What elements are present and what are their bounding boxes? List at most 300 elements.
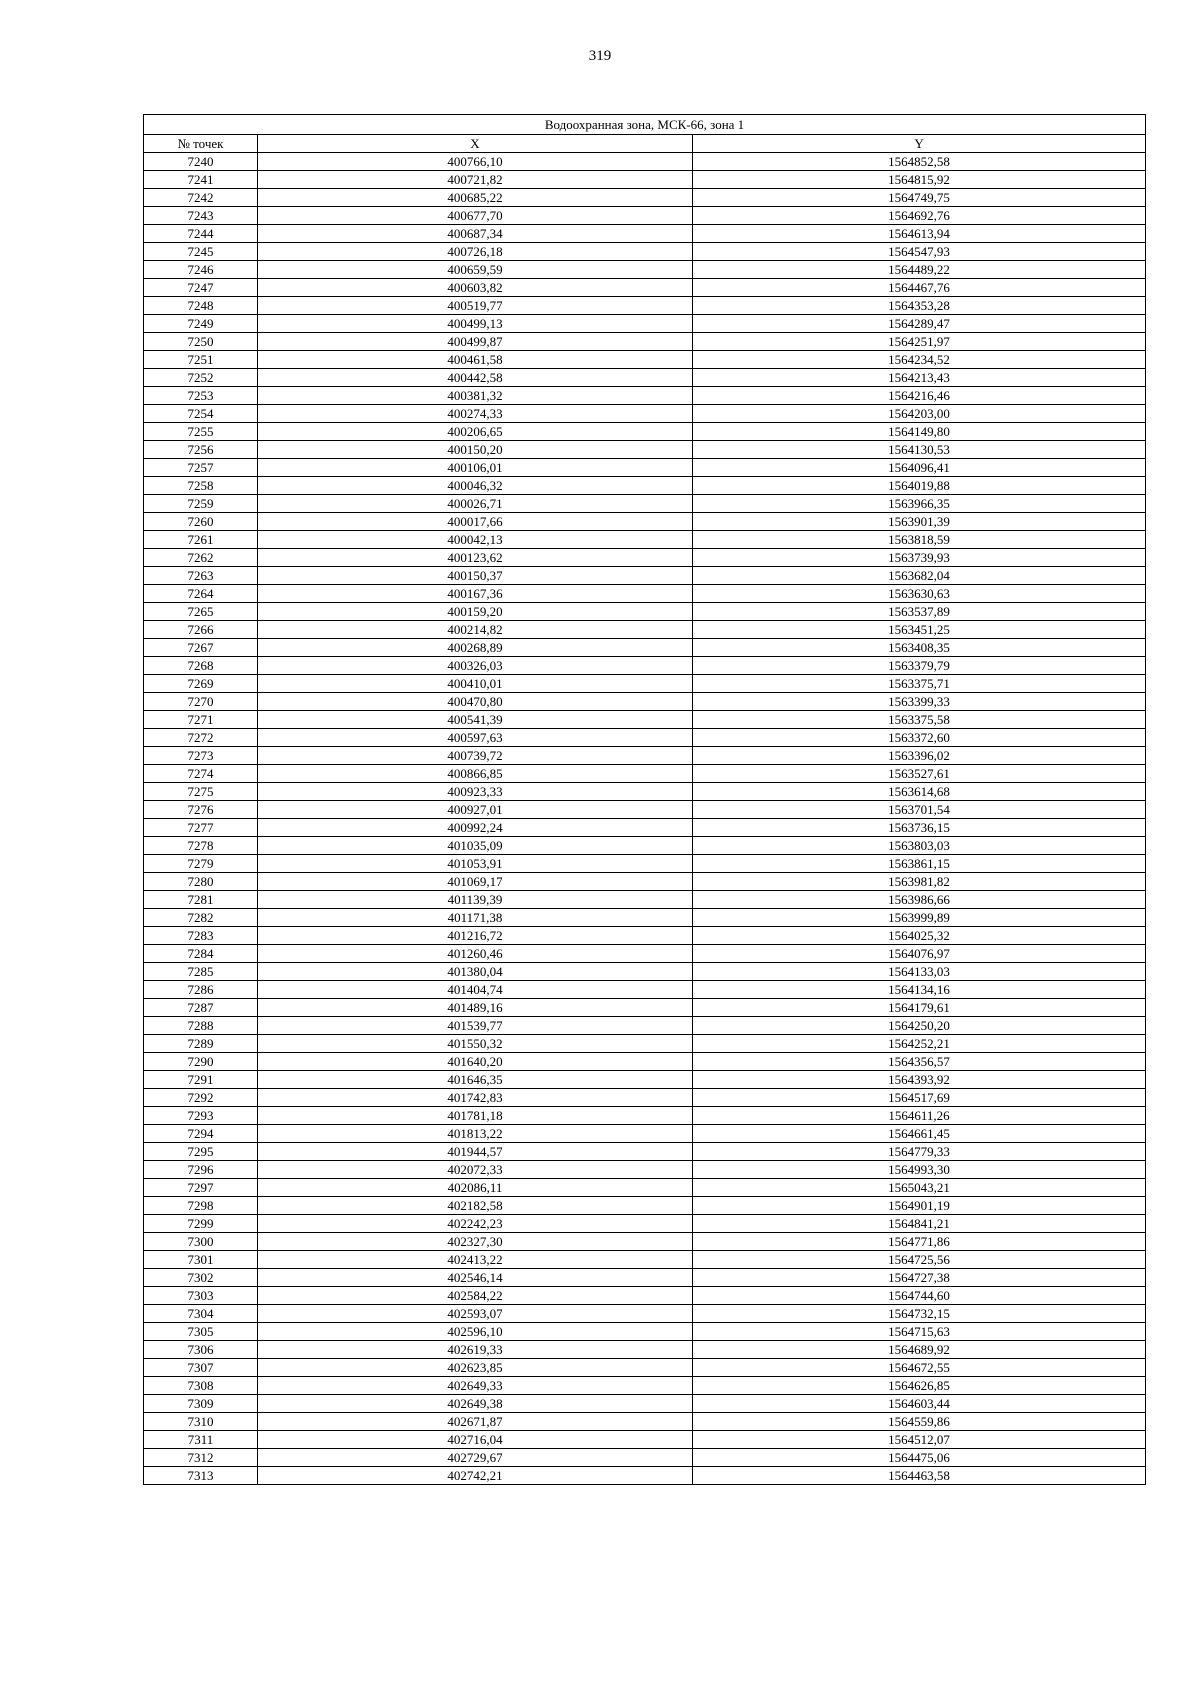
- table-row: [144, 1161, 1146, 1179]
- cell-y: 1564852,58: [693, 153, 1146, 171]
- table-row: [144, 909, 1146, 927]
- cell-y: 1563986,66: [693, 891, 1146, 909]
- table-row: [144, 639, 1146, 657]
- cell-y: 1563537,89: [693, 603, 1146, 621]
- table-row: [144, 1305, 1146, 1323]
- cell-x: 400150,20: [258, 441, 693, 459]
- cell-y: 1564626,85: [693, 1377, 1146, 1395]
- cell-point-number: 7277: [144, 819, 258, 837]
- table-row: [144, 711, 1146, 729]
- cell-y: 1563396,02: [693, 747, 1146, 765]
- cell-point-number: 7262: [144, 549, 258, 567]
- cell-y: 1564611,26: [693, 1107, 1146, 1125]
- cell-x: 400461,58: [258, 351, 693, 369]
- cell-x: 400927,01: [258, 801, 693, 819]
- table-row: [144, 1467, 1146, 1485]
- cell-x: 400167,36: [258, 585, 693, 603]
- table-row: [144, 999, 1146, 1017]
- table-row: [144, 945, 1146, 963]
- cell-x: 401380,04: [258, 963, 693, 981]
- cell-point-number: 7306: [144, 1341, 258, 1359]
- table-row: [144, 1053, 1146, 1071]
- table-row: [144, 1107, 1146, 1125]
- cell-point-number: 7267: [144, 639, 258, 657]
- cell-x: 400410,01: [258, 675, 693, 693]
- table-row: [144, 369, 1146, 387]
- cell-y: 1564603,44: [693, 1395, 1146, 1413]
- cell-y: 1563630,63: [693, 585, 1146, 603]
- table-row: [144, 1197, 1146, 1215]
- cell-x: 400677,70: [258, 207, 693, 225]
- table-row: [144, 1143, 1146, 1161]
- cell-y: 1564725,56: [693, 1251, 1146, 1269]
- table-row: [144, 1269, 1146, 1287]
- cell-point-number: 7263: [144, 567, 258, 585]
- table-row: [144, 1395, 1146, 1413]
- cell-y: 1563375,71: [693, 675, 1146, 693]
- cell-x: 402584,22: [258, 1287, 693, 1305]
- cell-point-number: 7299: [144, 1215, 258, 1233]
- cell-y: 1564353,28: [693, 297, 1146, 315]
- table-body: [144, 153, 1146, 1485]
- table-row: [144, 1449, 1146, 1467]
- cell-y: 1564727,38: [693, 1269, 1146, 1287]
- cell-point-number: 7283: [144, 927, 258, 945]
- cell-x: 400766,10: [258, 153, 693, 171]
- cell-x: 400992,24: [258, 819, 693, 837]
- cell-y: 1563966,35: [693, 495, 1146, 513]
- cell-y: 1564841,21: [693, 1215, 1146, 1233]
- table-row: [144, 351, 1146, 369]
- table-row: [144, 1125, 1146, 1143]
- cell-point-number: 7310: [144, 1413, 258, 1431]
- cell-x: 400721,82: [258, 171, 693, 189]
- cell-x: 400206,65: [258, 423, 693, 441]
- cell-y: 1564815,92: [693, 171, 1146, 189]
- cell-y: 1564559,86: [693, 1413, 1146, 1431]
- cell-point-number: 7273: [144, 747, 258, 765]
- cell-y: 1564993,30: [693, 1161, 1146, 1179]
- cell-point-number: 7300: [144, 1233, 258, 1251]
- cell-x: 401646,35: [258, 1071, 693, 1089]
- cell-y: 1563803,03: [693, 837, 1146, 855]
- cell-point-number: 7305: [144, 1323, 258, 1341]
- cell-y: 1564467,76: [693, 279, 1146, 297]
- table-row: [144, 567, 1146, 585]
- cell-y: 1563379,79: [693, 657, 1146, 675]
- cell-point-number: 7282: [144, 909, 258, 927]
- cell-point-number: 7240: [144, 153, 258, 171]
- table-row: [144, 423, 1146, 441]
- cell-y: 1563739,93: [693, 549, 1146, 567]
- table-row: [144, 693, 1146, 711]
- cell-point-number: 7280: [144, 873, 258, 891]
- cell-y: 1564613,94: [693, 225, 1146, 243]
- cell-point-number: 7268: [144, 657, 258, 675]
- cell-x: 401742,83: [258, 1089, 693, 1107]
- cell-point-number: 7249: [144, 315, 258, 333]
- table-row: [144, 1089, 1146, 1107]
- cell-point-number: 7264: [144, 585, 258, 603]
- cell-point-number: 7270: [144, 693, 258, 711]
- cell-y: 1564672,55: [693, 1359, 1146, 1377]
- cell-point-number: 7252: [144, 369, 258, 387]
- cell-point-number: 7244: [144, 225, 258, 243]
- cell-x: 402413,22: [258, 1251, 693, 1269]
- cell-y: 1563614,68: [693, 783, 1146, 801]
- cell-point-number: 7251: [144, 351, 258, 369]
- cell-x: 402742,21: [258, 1467, 693, 1485]
- cell-y: 1564134,16: [693, 981, 1146, 999]
- cell-y: 1564779,33: [693, 1143, 1146, 1161]
- table-row: [144, 675, 1146, 693]
- cell-y: 1564133,03: [693, 963, 1146, 981]
- table-row: [144, 1323, 1146, 1341]
- cell-y: 1564489,22: [693, 261, 1146, 279]
- cell-x: 400597,63: [258, 729, 693, 747]
- cell-point-number: 7287: [144, 999, 258, 1017]
- cell-x: 402649,38: [258, 1395, 693, 1413]
- cell-x: 400470,80: [258, 693, 693, 711]
- cell-point-number: 7294: [144, 1125, 258, 1143]
- cell-y: 1564019,88: [693, 477, 1146, 495]
- table-row: [144, 585, 1146, 603]
- table-row: [144, 1341, 1146, 1359]
- table-row: [144, 1179, 1146, 1197]
- table-row: [144, 1287, 1146, 1305]
- cell-y: 1564213,43: [693, 369, 1146, 387]
- cell-x: 402671,87: [258, 1413, 693, 1431]
- cell-y: 1564076,97: [693, 945, 1146, 963]
- table-row: [144, 1233, 1146, 1251]
- cell-y: 1563981,82: [693, 873, 1146, 891]
- cell-y: 1563375,58: [693, 711, 1146, 729]
- cell-point-number: 7293: [144, 1107, 258, 1125]
- page-number: 319: [588, 48, 612, 64]
- cell-x: 400541,39: [258, 711, 693, 729]
- cell-y: 1564512,07: [693, 1431, 1146, 1449]
- table-title-row: [144, 115, 1146, 135]
- header-x: X: [258, 135, 693, 153]
- cell-point-number: 7274: [144, 765, 258, 783]
- cell-y: 1563451,25: [693, 621, 1146, 639]
- cell-x: 401550,32: [258, 1035, 693, 1053]
- cell-point-number: 7291: [144, 1071, 258, 1089]
- cell-x: 400739,72: [258, 747, 693, 765]
- cell-y: 1563901,39: [693, 513, 1146, 531]
- table-row: [144, 1413, 1146, 1431]
- cell-point-number: 7312: [144, 1449, 258, 1467]
- cell-x: 402546,14: [258, 1269, 693, 1287]
- cell-y: 1563408,35: [693, 639, 1146, 657]
- table-row: [144, 981, 1146, 999]
- cell-point-number: 7295: [144, 1143, 258, 1161]
- table-row: [144, 153, 1146, 171]
- cell-x: 402729,67: [258, 1449, 693, 1467]
- cell-point-number: 7271: [144, 711, 258, 729]
- cell-x: 402716,04: [258, 1431, 693, 1449]
- cell-y: 1564732,15: [693, 1305, 1146, 1323]
- table-row: [144, 171, 1146, 189]
- cell-point-number: 7276: [144, 801, 258, 819]
- table-row: [144, 513, 1146, 531]
- cell-x: 402242,23: [258, 1215, 693, 1233]
- cell-y: 1564749,75: [693, 189, 1146, 207]
- table-row: [144, 855, 1146, 873]
- cell-point-number: 7302: [144, 1269, 258, 1287]
- cell-x: 402182,58: [258, 1197, 693, 1215]
- cell-point-number: 7259: [144, 495, 258, 513]
- cell-point-number: 7265: [144, 603, 258, 621]
- cell-point-number: 7258: [144, 477, 258, 495]
- cell-x: 400726,18: [258, 243, 693, 261]
- cell-x: 400150,37: [258, 567, 693, 585]
- table-row: [144, 1071, 1146, 1089]
- table-row: [144, 1377, 1146, 1395]
- cell-x: 400659,59: [258, 261, 693, 279]
- cell-point-number: 7245: [144, 243, 258, 261]
- cell-x: 400326,03: [258, 657, 693, 675]
- table-header-row: [144, 135, 1146, 153]
- cell-x: 402072,33: [258, 1161, 693, 1179]
- cell-point-number: 7286: [144, 981, 258, 999]
- cell-x: 400499,87: [258, 333, 693, 351]
- cell-x: 400268,89: [258, 639, 693, 657]
- cell-x: 401539,77: [258, 1017, 693, 1035]
- cell-y: 1564216,46: [693, 387, 1146, 405]
- table-row: [144, 729, 1146, 747]
- header-point-number: № точек: [144, 135, 258, 153]
- table-row: [144, 765, 1146, 783]
- table-row: [144, 1017, 1146, 1035]
- cell-y: 1563701,54: [693, 801, 1146, 819]
- cell-point-number: 7304: [144, 1305, 258, 1323]
- cell-y: 1563999,89: [693, 909, 1146, 927]
- table-row: [144, 1431, 1146, 1449]
- cell-y: 1564517,69: [693, 1089, 1146, 1107]
- cell-x: 400042,13: [258, 531, 693, 549]
- table-row: [144, 1035, 1146, 1053]
- table-row: [144, 261, 1146, 279]
- cell-point-number: 7248: [144, 297, 258, 315]
- cell-point-number: 7275: [144, 783, 258, 801]
- cell-y: 1564289,47: [693, 315, 1146, 333]
- table-row: [144, 1251, 1146, 1269]
- cell-point-number: 7241: [144, 171, 258, 189]
- table-row: [144, 657, 1146, 675]
- cell-point-number: 7296: [144, 1161, 258, 1179]
- cell-y: 1564463,58: [693, 1467, 1146, 1485]
- cell-y: 1564130,53: [693, 441, 1146, 459]
- cell-x: 401640,20: [258, 1053, 693, 1071]
- cell-point-number: 7278: [144, 837, 258, 855]
- table-row: [144, 333, 1146, 351]
- cell-y: 1563818,59: [693, 531, 1146, 549]
- cell-x: 401813,22: [258, 1125, 693, 1143]
- cell-point-number: 7250: [144, 333, 258, 351]
- cell-x: 401139,39: [258, 891, 693, 909]
- cell-point-number: 7255: [144, 423, 258, 441]
- cell-y: 1563372,60: [693, 729, 1146, 747]
- cell-point-number: 7257: [144, 459, 258, 477]
- cell-x: 400519,77: [258, 297, 693, 315]
- cell-point-number: 7254: [144, 405, 258, 423]
- cell-x: 402649,33: [258, 1377, 693, 1395]
- cell-x: 402327,30: [258, 1233, 693, 1251]
- cell-point-number: 7313: [144, 1467, 258, 1485]
- cell-point-number: 7279: [144, 855, 258, 873]
- cell-x: 400442,58: [258, 369, 693, 387]
- table-row: [144, 801, 1146, 819]
- cell-y: 1564251,97: [693, 333, 1146, 351]
- cell-y: 1563861,15: [693, 855, 1146, 873]
- table-row: [144, 477, 1146, 495]
- cell-y: 1564025,32: [693, 927, 1146, 945]
- cell-y: 1563682,04: [693, 567, 1146, 585]
- cell-x: 401069,17: [258, 873, 693, 891]
- cell-x: 401053,91: [258, 855, 693, 873]
- cell-point-number: 7242: [144, 189, 258, 207]
- table-row: [144, 495, 1146, 513]
- table-row: [144, 207, 1146, 225]
- cell-y: 1564149,80: [693, 423, 1146, 441]
- cell-y: 1564744,60: [693, 1287, 1146, 1305]
- cell-x: 400214,82: [258, 621, 693, 639]
- cell-point-number: 7307: [144, 1359, 258, 1377]
- table-row: [144, 441, 1146, 459]
- cell-point-number: 7298: [144, 1197, 258, 1215]
- cell-point-number: 7281: [144, 891, 258, 909]
- cell-point-number: 7288: [144, 1017, 258, 1035]
- table-row: [144, 225, 1146, 243]
- coordinates-table: [143, 114, 1146, 1485]
- table-row: [144, 873, 1146, 891]
- table-row: [144, 819, 1146, 837]
- cell-x: 400274,33: [258, 405, 693, 423]
- cell-x: 401944,57: [258, 1143, 693, 1161]
- table-row: [144, 783, 1146, 801]
- cell-x: 400687,34: [258, 225, 693, 243]
- cell-y: 1564356,57: [693, 1053, 1146, 1071]
- table-title: Водоохранная зона, МСК-66, зона 1: [144, 115, 1146, 135]
- cell-y: 1565043,21: [693, 1179, 1146, 1197]
- cell-point-number: 7247: [144, 279, 258, 297]
- cell-point-number: 7284: [144, 945, 258, 963]
- cell-y: 1564252,21: [693, 1035, 1146, 1053]
- cell-point-number: 7303: [144, 1287, 258, 1305]
- cell-x: 400017,66: [258, 513, 693, 531]
- cell-point-number: 7301: [144, 1251, 258, 1269]
- table-row: [144, 621, 1146, 639]
- cell-point-number: 7266: [144, 621, 258, 639]
- table-row: [144, 963, 1146, 981]
- cell-x: 400159,20: [258, 603, 693, 621]
- cell-x: 400046,32: [258, 477, 693, 495]
- cell-point-number: 7256: [144, 441, 258, 459]
- cell-point-number: 7243: [144, 207, 258, 225]
- cell-x: 400923,33: [258, 783, 693, 801]
- table-row: [144, 837, 1146, 855]
- cell-x: 401781,18: [258, 1107, 693, 1125]
- table-row: [144, 531, 1146, 549]
- table-row: [144, 189, 1146, 207]
- table-row: [144, 1215, 1146, 1233]
- cell-x: 401404,74: [258, 981, 693, 999]
- cell-x: 402593,07: [258, 1305, 693, 1323]
- cell-y: 1563527,61: [693, 765, 1146, 783]
- cell-y: 1564393,92: [693, 1071, 1146, 1089]
- cell-point-number: 7285: [144, 963, 258, 981]
- table-row: [144, 603, 1146, 621]
- cell-x: 401489,16: [258, 999, 693, 1017]
- cell-y: 1564475,06: [693, 1449, 1146, 1467]
- cell-y: 1564096,41: [693, 459, 1146, 477]
- cell-point-number: 7253: [144, 387, 258, 405]
- cell-x: 400685,22: [258, 189, 693, 207]
- cell-y: 1564771,86: [693, 1233, 1146, 1251]
- cell-point-number: 7311: [144, 1431, 258, 1449]
- cell-point-number: 7261: [144, 531, 258, 549]
- cell-point-number: 7290: [144, 1053, 258, 1071]
- cell-x: 400603,82: [258, 279, 693, 297]
- cell-x: 400381,32: [258, 387, 693, 405]
- table-row: [144, 387, 1146, 405]
- cell-x: 401171,38: [258, 909, 693, 927]
- cell-x: 402623,85: [258, 1359, 693, 1377]
- table-row: [144, 459, 1146, 477]
- cell-y: 1564250,20: [693, 1017, 1146, 1035]
- header-y: Y: [693, 135, 1146, 153]
- cell-y: 1564901,19: [693, 1197, 1146, 1215]
- cell-point-number: 7246: [144, 261, 258, 279]
- table-row: [144, 1359, 1146, 1377]
- cell-y: 1563399,33: [693, 693, 1146, 711]
- table-row: [144, 747, 1146, 765]
- cell-point-number: 7260: [144, 513, 258, 531]
- cell-x: 402596,10: [258, 1323, 693, 1341]
- table-row: [144, 405, 1146, 423]
- cell-y: 1564547,93: [693, 243, 1146, 261]
- cell-x: 400106,01: [258, 459, 693, 477]
- table-row: [144, 279, 1146, 297]
- cell-x: 401260,46: [258, 945, 693, 963]
- cell-y: 1564661,45: [693, 1125, 1146, 1143]
- table-row: [144, 891, 1146, 909]
- cell-x: 402619,33: [258, 1341, 693, 1359]
- table-row: [144, 297, 1146, 315]
- table-row: [144, 243, 1146, 261]
- cell-y: 1564689,92: [693, 1341, 1146, 1359]
- table-row: [144, 315, 1146, 333]
- cell-y: 1564692,76: [693, 207, 1146, 225]
- cell-x: 401216,72: [258, 927, 693, 945]
- cell-y: 1564203,00: [693, 405, 1146, 423]
- cell-point-number: 7289: [144, 1035, 258, 1053]
- cell-y: 1563736,15: [693, 819, 1146, 837]
- cell-x: 400866,85: [258, 765, 693, 783]
- cell-point-number: 7292: [144, 1089, 258, 1107]
- cell-y: 1564234,52: [693, 351, 1146, 369]
- table-row: [144, 927, 1146, 945]
- cell-x: 402086,11: [258, 1179, 693, 1197]
- cell-x: 400026,71: [258, 495, 693, 513]
- table-row: [144, 549, 1146, 567]
- cell-point-number: 7297: [144, 1179, 258, 1197]
- cell-point-number: 7269: [144, 675, 258, 693]
- cell-y: 1564715,63: [693, 1323, 1146, 1341]
- cell-point-number: 7308: [144, 1377, 258, 1395]
- cell-point-number: 7309: [144, 1395, 258, 1413]
